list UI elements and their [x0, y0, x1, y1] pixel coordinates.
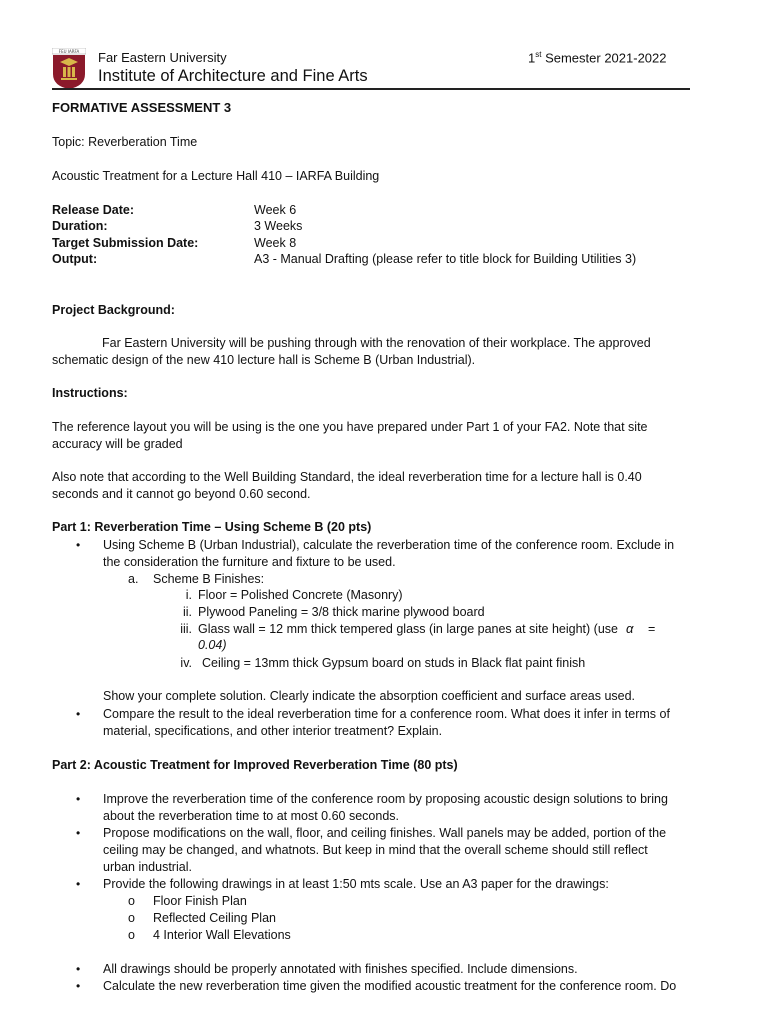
- instructions-text: The reference layout you will be using is the one you have prepared under Part 1 of your FA2. Note that site: [52, 420, 648, 434]
- instructions-heading: Instructions:: [52, 386, 128, 400]
- alpha-symbol: α: [626, 621, 634, 636]
- bullet-marker: •: [76, 538, 81, 552]
- bullet-marker: •: [76, 826, 81, 840]
- part1-heading: Part 1: Reverberation Time – Using Scheme B (20 pts): [52, 520, 372, 534]
- detail-value: Week 8: [254, 236, 297, 250]
- part2-heading: Part 2: Acoustic Treatment for Improved Reverberation Time (80 pts): [52, 758, 458, 772]
- part1-item: Using Scheme B (Urban Industrial), calculate the reverberation time of the conference room. Exclude in: [103, 538, 675, 552]
- equals-sign: =: [648, 622, 656, 636]
- bullet-marker: •: [76, 877, 81, 891]
- drawing-item: Floor Finish Plan: [153, 894, 247, 908]
- part1-note: Show your complete solution. Clearly indicate the absorption coefficient and surface areas used.: [103, 689, 636, 703]
- part2-item: Improve the reverberation time of the conference room by proposing acoustic design solutions to bring: [103, 792, 668, 806]
- subtitle: Acoustic Treatment for a Lecture Hall 410 – IARFA Building: [52, 169, 380, 183]
- instructions-text: accuracy will be graded: [52, 437, 183, 451]
- roman-marker: ii.: [182, 605, 192, 619]
- roman-marker: i.: [185, 588, 192, 602]
- logo-label: FEU IARFA: [58, 48, 80, 54]
- sub-marker: o: [128, 928, 135, 942]
- feu-logo: [52, 48, 86, 90]
- background-text: Far Eastern University will be pushing through with the renovation of their workplace. The approved: [102, 336, 651, 350]
- finish-item: Plywood Paneling = 3/8 thick marine plywood board: [198, 605, 485, 619]
- instructions-text: Also note that according to the Well Building Standard, the ideal reverberation time for a lecture hall is 0.40: [52, 470, 642, 484]
- list-marker: a.: [128, 572, 139, 586]
- page-title: FORMATIVE ASSESSMENT 3: [52, 100, 232, 115]
- part1-item: Compare the result to the ideal reverberation time for a conference room. What does it infer in terms of: [103, 707, 670, 721]
- roman-marker: iii.: [180, 622, 192, 636]
- sub-marker: o: [128, 894, 135, 908]
- part1-item: material, specifications, and other interior treatment? Explain.: [103, 724, 443, 738]
- finish-item: Floor = Polished Concrete (Masonry): [198, 588, 403, 602]
- detail-value: 3 Weeks: [254, 219, 303, 233]
- detail-label: Release Date:: [52, 203, 134, 217]
- finish-item: Ceiling = 13mm thick Gypsum board on studs in Black flat paint finish: [202, 656, 586, 670]
- instructions-text: seconds and it cannot go beyond 0.60 second.: [52, 487, 311, 501]
- bullet-marker: •: [76, 979, 81, 993]
- roman-marker: iv.: [180, 656, 192, 670]
- part2-item: about the reverberation time to at most 0.60 seconds.: [103, 809, 400, 823]
- bullet-marker: •: [76, 792, 81, 806]
- background-heading: Project Background:: [52, 303, 175, 317]
- header-rule: [52, 88, 690, 90]
- finishes-heading: Scheme B Finishes:: [153, 572, 265, 586]
- bullet-marker: •: [76, 962, 81, 976]
- background-text: schematic design of the new 410 lecture hall is Scheme B (Urban Industrial).: [52, 353, 476, 367]
- topic: Topic: Reverberation Time: [52, 135, 198, 149]
- finish-item: 0.04): [198, 638, 227, 652]
- drawing-item: Reflected Ceiling Plan: [153, 911, 276, 925]
- detail-value: A3 - Manual Drafting (please refer to title block for Building Utilities 3): [254, 252, 637, 266]
- drawing-item: 4 Interior Wall Elevations: [153, 928, 291, 942]
- part2-item: urban industrial.: [103, 860, 192, 874]
- finish-item: Glass wall = 12 mm thick tempered glass (in large panes at site height) (use: [198, 622, 618, 636]
- institute-name: Institute of Architecture and Fine Arts: [98, 67, 368, 85]
- bullet-marker: •: [76, 707, 81, 721]
- part2-item: Provide the following drawings in at least 1:50 mts scale. Use an A3 paper for the drawings:: [103, 877, 609, 891]
- detail-label: Target Submission Date:: [52, 236, 199, 250]
- sub-marker: o: [128, 911, 135, 925]
- part2-item: Calculate the new reverberation time given the modified acoustic treatment for the conference room. Do: [103, 979, 677, 993]
- part2-item: ceiling may be changed, and whatnots. But keep in mind that the overall scheme should still reflect: [103, 843, 648, 857]
- university-name: Far Eastern University: [98, 50, 227, 65]
- detail-label: Output:: [52, 252, 98, 266]
- semester: 1st Semester 2021-2022: [528, 50, 667, 66]
- detail-label: Duration:: [52, 219, 108, 233]
- part1-item: the consideration the furniture and fixture to be used.: [103, 555, 396, 569]
- part2-item: All drawings should be properly annotated with finishes specified. Include dimensions.: [103, 962, 578, 976]
- part2-item: Propose modifications on the wall, floor, and ceiling finishes. Wall panels may be added, portion of the: [103, 826, 667, 840]
- detail-value: Week 6: [254, 203, 297, 217]
